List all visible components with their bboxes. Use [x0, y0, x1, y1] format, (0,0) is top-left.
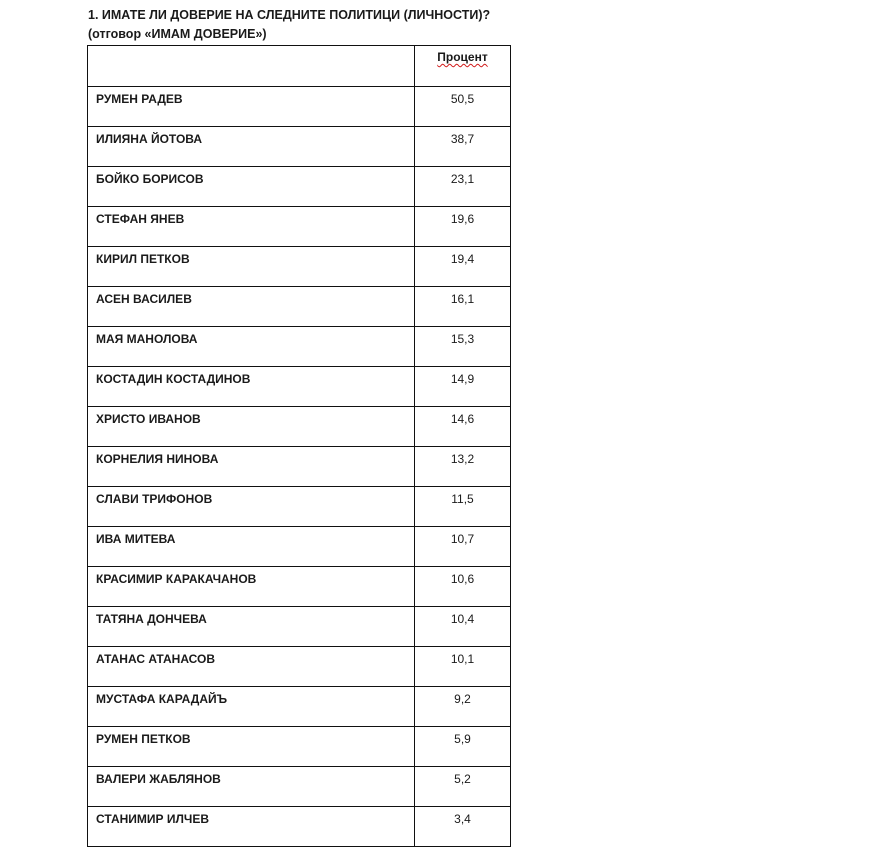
table-row: [88, 167, 511, 207]
trust-percent: 9,2: [415, 687, 511, 727]
trust-percent: 11,5: [415, 487, 511, 527]
politician-name: КИРИЛ ПЕТКОВ: [88, 247, 415, 287]
politician-name: КОСТАДИН КОСТАДИНОВ: [88, 367, 415, 407]
trust-percent: 3,4: [415, 807, 511, 847]
politician-name: ВАЛЕРИ ЖАБЛЯНОВ: [88, 767, 415, 807]
politician-name: ИВА МИТЕВА: [88, 527, 415, 567]
politician-name: МАЯ МАНОЛОВА: [88, 327, 415, 367]
table-row: [88, 487, 511, 527]
table-row: [88, 247, 511, 287]
table-row: [88, 527, 511, 567]
table-row: [88, 367, 511, 407]
trust-table: [87, 45, 511, 847]
trust-percent: 38,7: [415, 127, 511, 167]
table-row: [88, 127, 511, 167]
table-row: [88, 87, 511, 127]
trust-percent: 10,1: [415, 647, 511, 687]
table-row: [88, 687, 511, 727]
question-title: 1. ИМАТЕ ЛИ ДОВЕРИЕ НА СЛЕДНИТЕ ПОЛИТИЦИ (ЛИЧНОСТИ)?: [88, 8, 491, 22]
header-percent-label: Процент: [437, 50, 488, 64]
table-row: [88, 287, 511, 327]
politician-name: СЛАВИ ТРИФОНОВ: [88, 487, 415, 527]
table-row: [88, 407, 511, 447]
trust-percent: 14,9: [415, 367, 511, 407]
document-heading: [88, 6, 490, 44]
question-subtitle: (отговор «ИМАМ ДОВЕРИЕ»): [88, 27, 267, 41]
politician-name: АСЕН ВАСИЛЕВ: [88, 287, 415, 327]
table-row: [88, 767, 511, 807]
table-row: [88, 647, 511, 687]
trust-percent: 5,2: [415, 767, 511, 807]
politician-name: РУМЕН ПЕТКОВ: [88, 727, 415, 767]
trust-percent: 50,5: [415, 87, 511, 127]
politician-name: ТАТЯНА ДОНЧЕВА: [88, 607, 415, 647]
table-row: [88, 447, 511, 487]
trust-percent: 19,4: [415, 247, 511, 287]
politician-name: КРАСИМИР КАРАКАЧАНОВ: [88, 567, 415, 607]
politician-name: МУСТАФА КАРАДАЙЪ: [88, 687, 415, 727]
politician-name: КОРНЕЛИЯ НИНОВА: [88, 447, 415, 487]
politician-name: БОЙКО БОРИСОВ: [88, 167, 415, 207]
table-header-row: [88, 46, 511, 87]
politician-name: ИЛИЯНА ЙОТОВА: [88, 127, 415, 167]
trust-percent: 23,1: [415, 167, 511, 207]
trust-percent: 19,6: [415, 207, 511, 247]
trust-percent: 13,2: [415, 447, 511, 487]
table-body: [88, 46, 511, 847]
trust-percent: 10,6: [415, 567, 511, 607]
header-value-cell: [415, 46, 511, 87]
trust-percent: 5,9: [415, 727, 511, 767]
politician-name: ХРИСТО ИВАНОВ: [88, 407, 415, 447]
trust-percent: 15,3: [415, 327, 511, 367]
table-row: [88, 207, 511, 247]
table-row: [88, 807, 511, 847]
politician-name: СТЕФАН ЯНЕВ: [88, 207, 415, 247]
politician-name: АТАНАС АТАНАСОВ: [88, 647, 415, 687]
trust-percent: 10,7: [415, 527, 511, 567]
table-row: [88, 727, 511, 767]
table-row: [88, 327, 511, 367]
trust-percent: 16,1: [415, 287, 511, 327]
table-row: [88, 567, 511, 607]
header-name-cell: [88, 46, 415, 87]
table-row: [88, 607, 511, 647]
trust-percent: 14,6: [415, 407, 511, 447]
politician-name: РУМЕН РАДЕВ: [88, 87, 415, 127]
politician-name: СТАНИМИР ИЛЧЕВ: [88, 807, 415, 847]
trust-percent: 10,4: [415, 607, 511, 647]
